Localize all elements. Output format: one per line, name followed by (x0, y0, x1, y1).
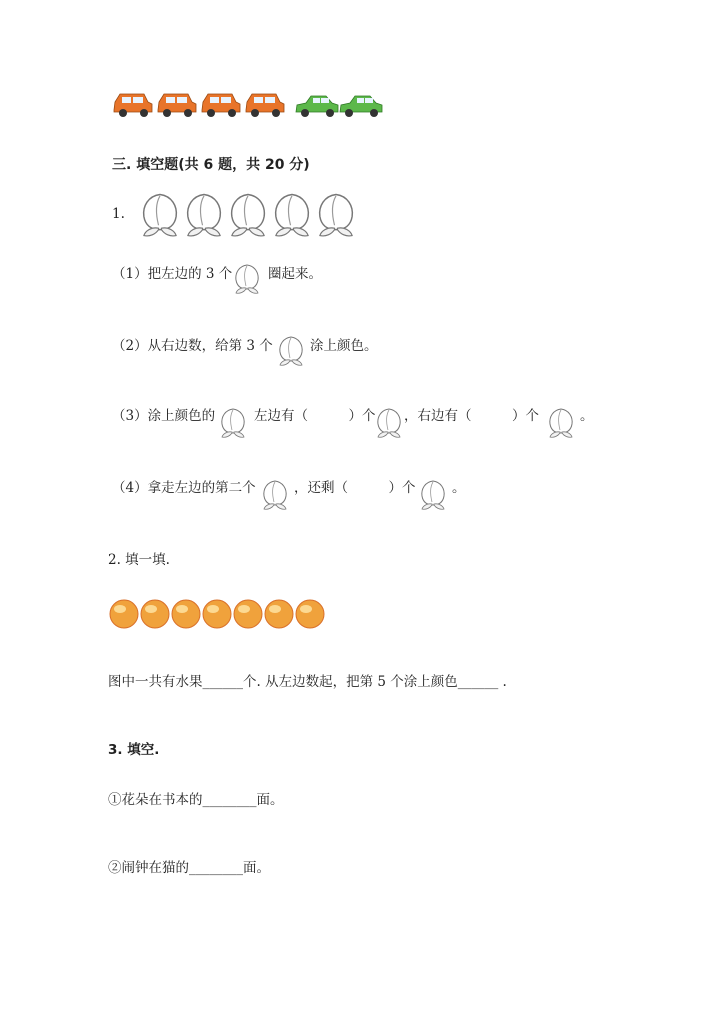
q3-title: 3. 填空. (108, 742, 160, 758)
peach-icon (276, 194, 309, 235)
q2-sentence: 图中一共有水果______个. 从左边数起，把第 5 个涂上颜色______ . (108, 674, 507, 690)
fruit-icon (234, 600, 262, 628)
peach-icon (218, 406, 248, 440)
q1-part3-mid1: 左边有（ ）个 (254, 408, 376, 424)
fruit-icon (265, 600, 293, 628)
q3-item2: ②闹钟在猫的________面。 (108, 860, 270, 876)
fruit-icon (172, 600, 200, 628)
fruit-icon (296, 600, 324, 628)
orange-car (202, 94, 240, 117)
q2-title: 2. 填一填. (108, 552, 170, 568)
green-car (340, 96, 382, 117)
q1-part3-end: 。 (580, 408, 594, 424)
fruit-icon (141, 600, 169, 628)
orange-car (246, 94, 284, 117)
peach-icon (188, 194, 221, 235)
q1-part1-text: （1）把左边的 3 个 (112, 266, 233, 282)
peach-icon (232, 194, 265, 235)
orange-car (158, 94, 196, 117)
peach-icon (276, 334, 306, 368)
q1-part4-end: 。 (452, 480, 466, 496)
q3-item1: ①花朵在书本的________面。 (108, 792, 284, 808)
q1-part1-end: 圈起来。 (268, 266, 322, 282)
peach-icon (144, 194, 177, 235)
peach-icon (546, 406, 576, 440)
cars-illustration (112, 86, 392, 120)
q1-part3-mid2: ，右边有（ ）个 (404, 408, 539, 424)
peach-row-illustration (138, 190, 368, 240)
section-title: 三. 填空题(共 6 题，共 20 分) (112, 157, 310, 173)
green-car (296, 96, 338, 117)
q1-part4-mid: ，还剩（ ）个 (294, 480, 416, 496)
fruit-icon (110, 600, 138, 628)
fruit-icon (203, 600, 231, 628)
q1-number: 1. (112, 206, 125, 222)
peach-icon (232, 262, 262, 296)
q1-part3-text: （3）涂上颜色的 (112, 408, 216, 424)
q1-part4-text: （4）拿走左边的第二个 (112, 480, 256, 496)
peach-icon (418, 478, 448, 512)
q1-part2-text: （2）从右边数，给第 3 个 (112, 338, 273, 354)
fruits-illustration (108, 596, 330, 632)
peach-icon (320, 194, 353, 235)
orange-car (114, 94, 152, 117)
q1-part2-end: 涂上颜色。 (310, 338, 378, 354)
peach-icon (374, 406, 404, 440)
peach-icon (260, 478, 290, 512)
